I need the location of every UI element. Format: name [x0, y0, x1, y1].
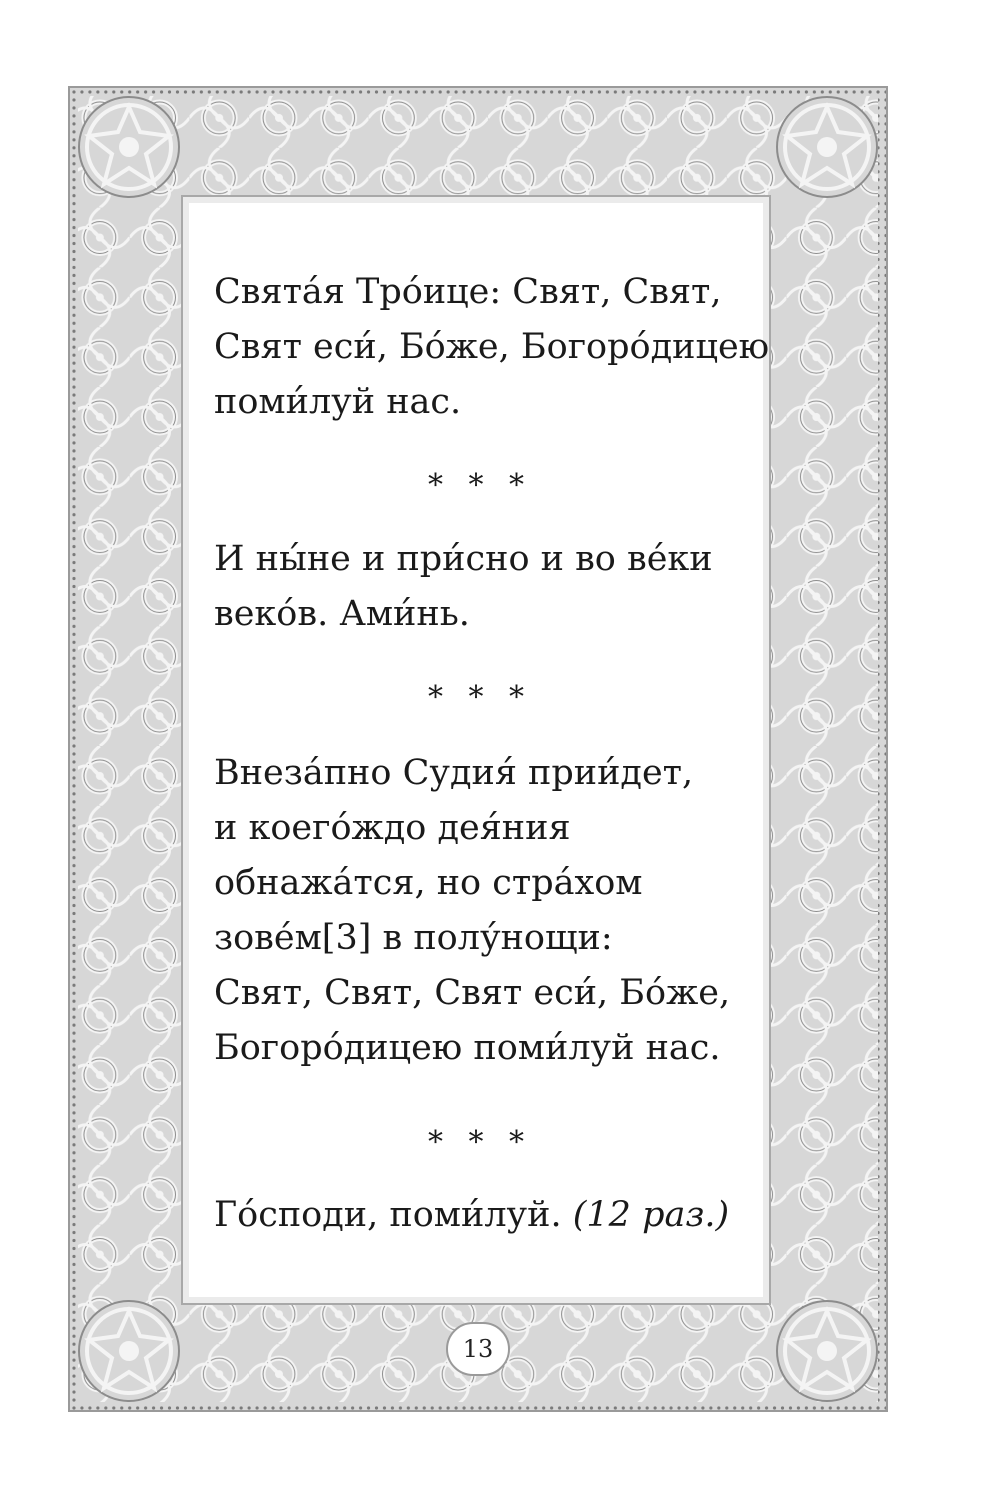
prayer-paragraph: И ны́не и при́сно и во ве́ки веко́в. Ами́нь. [214, 539, 713, 634]
section-divider: * * * [427, 1125, 533, 1160]
repetition-note: (12 раз.) [572, 1195, 730, 1235]
section-divider: * * * [427, 468, 533, 503]
eight-point-star-rosette-icon [74, 92, 184, 202]
eight-point-star-rosette-icon [74, 1296, 184, 1406]
prayer-paragraph: Свята́я Тро́ице: Свят, Свят, Свят еси́, Бо́же, Богоро́дицею поми́луй нас. [214, 272, 770, 422]
page-number: 13 [446, 1322, 510, 1376]
final-prayer-text: Го́споди, поми́луй. [214, 1195, 562, 1235]
eight-point-star-rosette-icon [772, 1296, 882, 1406]
prayer-paragraph: Внеза́пно Судия́ прии́дет, и коего́ждо дея́ния обнажа́тся, но стра́хом зове́м[3] в полу́нощи: Свят, Свят, Свят еси́, Бо́же, Богоро́дицею поми́луй нас. [214, 753, 731, 1068]
section-divider: * * * [427, 680, 533, 715]
final-prayer-line [214, 1188, 729, 1243]
eight-point-star-rosette-icon [772, 92, 882, 202]
